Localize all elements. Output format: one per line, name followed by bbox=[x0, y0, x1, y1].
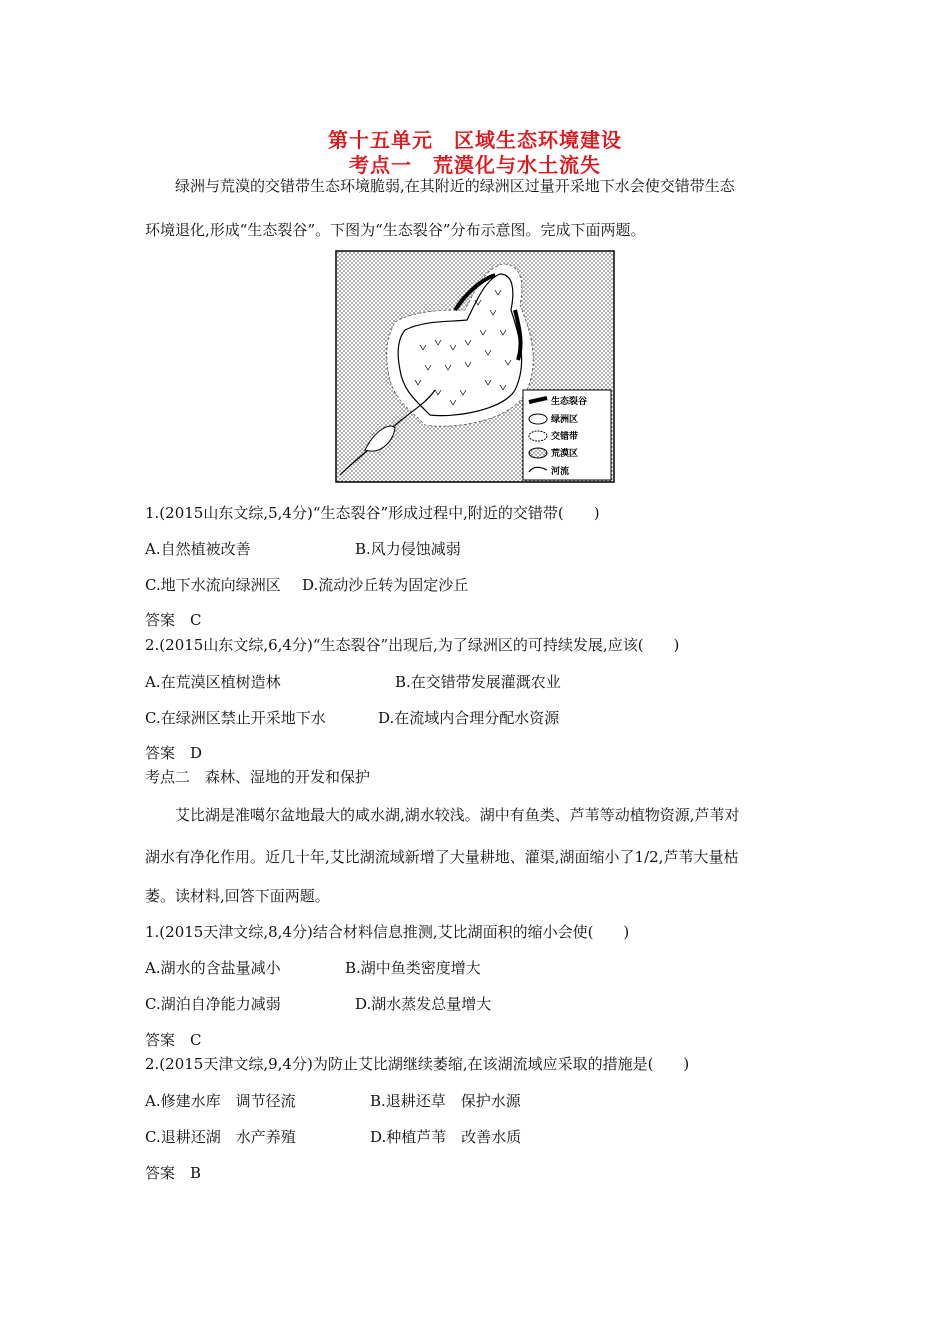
ecological-rift-map bbox=[335, 250, 615, 483]
section-title: 考点一 荒漠化与水土流失 bbox=[349, 153, 601, 177]
option-a: A.修建水库 调节径流 bbox=[145, 1092, 296, 1110]
unit-title: 第十五单元 区域生态环境建设 bbox=[328, 128, 622, 152]
question-2-stem: 2.(2015山东文综,6,4分)“生态裂谷”出现后,为了绿洲区的可持续发展,应该( ) bbox=[145, 636, 680, 654]
legend-label-oasis: 绿洲区 bbox=[551, 415, 579, 425]
option-d: D.流动沙丘转为固定沙丘 bbox=[302, 576, 469, 594]
legend-desert-icon bbox=[529, 448, 547, 458]
legend-label-ecotone: 交错带 bbox=[551, 432, 579, 442]
legend-ecotone-icon bbox=[529, 431, 547, 441]
option-b: B.风力侵蚀减弱 bbox=[355, 540, 461, 558]
answer: 答案 C bbox=[145, 611, 202, 629]
option-c: C.地下水流向绿洲区 bbox=[145, 576, 281, 594]
option-b: B.湖中鱼类密度增大 bbox=[345, 959, 481, 977]
option-c: C.在绿洲区禁止开采地下水 bbox=[145, 709, 326, 727]
question-1-stem: 1.(2015天津文综,8,4分)结合材料信息推测,艾比湖面积的缩小会使( ) bbox=[145, 923, 630, 941]
question-2-stem: 2.(2015天津文综,9,4分)为防止艾比湖继续萎缩,在该湖流域应采取的措施是( ) bbox=[145, 1055, 690, 1073]
answer: 答案 D bbox=[145, 744, 203, 762]
section-2-heading: 考点二 森林、湿地的开发和保护 bbox=[145, 768, 371, 786]
option-b: B.在交错带发展灌溉农业 bbox=[395, 673, 561, 691]
map-svg bbox=[335, 250, 615, 483]
intro-2-line-2: 湖水有净化作用。近几十年,艾比湖流域新增了大量耕地、灌渠,湖面缩小了1/2,芦苇大量枯 bbox=[145, 848, 739, 866]
option-d: D.在流域内合理分配水资源 bbox=[378, 709, 560, 727]
legend-oasis-icon bbox=[529, 414, 547, 424]
option-d: D.湖水蒸发总量增大 bbox=[355, 995, 492, 1013]
intro-paragraph-line-2: 环境退化,形成“生态裂谷”。下图为“生态裂谷”分布示意图。完成下面两题。 bbox=[145, 221, 646, 239]
option-d: D.种植芦苇 改善水质 bbox=[370, 1128, 522, 1146]
question-1-stem: 1.(2015山东文综,5,4分)“生态裂谷”形成过程中,附近的交错带( ) bbox=[145, 504, 600, 522]
intro-2-line-1: 艾比湖是准噶尔盆地最大的咸水湖,湖水较浅。湖中有鱼类、芦苇等动植物资源,芦苇对 bbox=[175, 806, 740, 824]
legend-label-rift: 生态裂谷 bbox=[551, 397, 588, 407]
option-b: B.退耕还草 保护水源 bbox=[370, 1092, 521, 1110]
answer: 答案 C bbox=[145, 1031, 202, 1049]
option-a: A.在荒漠区植树造林 bbox=[145, 673, 281, 691]
legend-label-desert: 荒漠区 bbox=[551, 449, 579, 459]
option-a: A.湖水的含盐量减小 bbox=[145, 959, 281, 977]
option-c: C.湖泊自净能力减弱 bbox=[145, 995, 281, 1013]
intro-paragraph-line-1: 绿洲与荒漠的交错带生态环境脆弱,在其附近的绿洲区过量开采地下水会使交错带生态 bbox=[175, 177, 735, 195]
option-a: A.自然植被改善 bbox=[145, 540, 251, 558]
legend-label-river: 河流 bbox=[551, 467, 570, 477]
answer: 答案 B bbox=[145, 1164, 202, 1182]
intro-2-line-3: 萎。读材料,回答下面两题。 bbox=[145, 887, 330, 905]
option-c: C.退耕还湖 水产养殖 bbox=[145, 1128, 296, 1146]
